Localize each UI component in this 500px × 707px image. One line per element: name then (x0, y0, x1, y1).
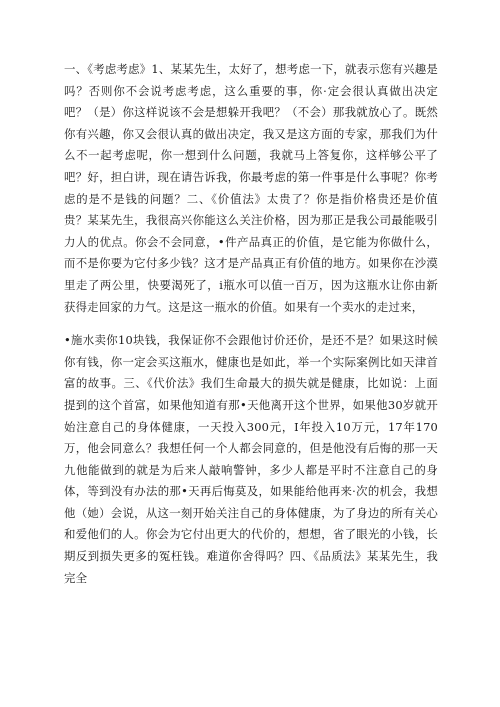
paragraph-2: •施水卖你10块钱，我保证你不会跟他讨价还价，是还不是？如果这时候你有钱，你一定会买这瓶水，健康也是如此，举一个实际案例比如天津首富的故事。三、《代价法》我们生命最大的损失就是健康，比如说：上面提到的这个首富，如果他知道有那•天他离开这个世界，如果他30岁就开始注意自己的身体健康，一天投入300元，I年投入10万元，17年170万，他会同意么？我想任何一个人都会同意的，但是他没有后悔的那一天九他能做到的就是为后来人敲响警钟，多少人都是平时不注意自己的身体，等到没有办法的那•天再后悔莫及，如果能给他再来·次的机会，我想他（她）会说，从这一刻开始关注自己的身体健康，为了身边的所有关心和爱他们的人。你会为它付出更大的代价的，想想，省了眼光的小钱，长期反到损失更多的冤枉钱。难道你舍得吗？四、《品质法》某某先生，我完全 (64, 333, 438, 585)
paragraph-1: 一、《考虑考虑》1、某某先生，太好了，想考虑一下，就表示您有兴趣是吗？否则你不会说考虑考虑，这么重要的事，你·定会很认真做出决定吧？（是）你这样说该不会是想躲开我吧？（不会）那我就放心了。既然你有兴趣，你又会很认真的做出决定，我又是这方面的专家，那我们为什么不一起考虑呢，你一想到什么问题，我就马上答复你，这样够公平了吧？好，担白讲，现在请告诉我，你最考虑的第一件事是什么事呢？你考虑的是不是钱的问题？二、《价值法》太贵了？你是指价格贵还是价值贵？某某先生，我很高兴你能这么关注价格，因为那正是我公司最能吸引力人的优点。你会不会同意，•件产品真正的价值，是它能为你做什么，而不是你要为它付多少钱？这才是产品真正有价值的地方。如果你在沙漠里走了两公里，快要渴死了，i瓶水可以值一百万，因为这瓶水让你由新获得走回家的力气。这是这一瓶水的价值。如果有一个卖水的走过来， (64, 62, 438, 314)
document-page (64, 59, 438, 589)
